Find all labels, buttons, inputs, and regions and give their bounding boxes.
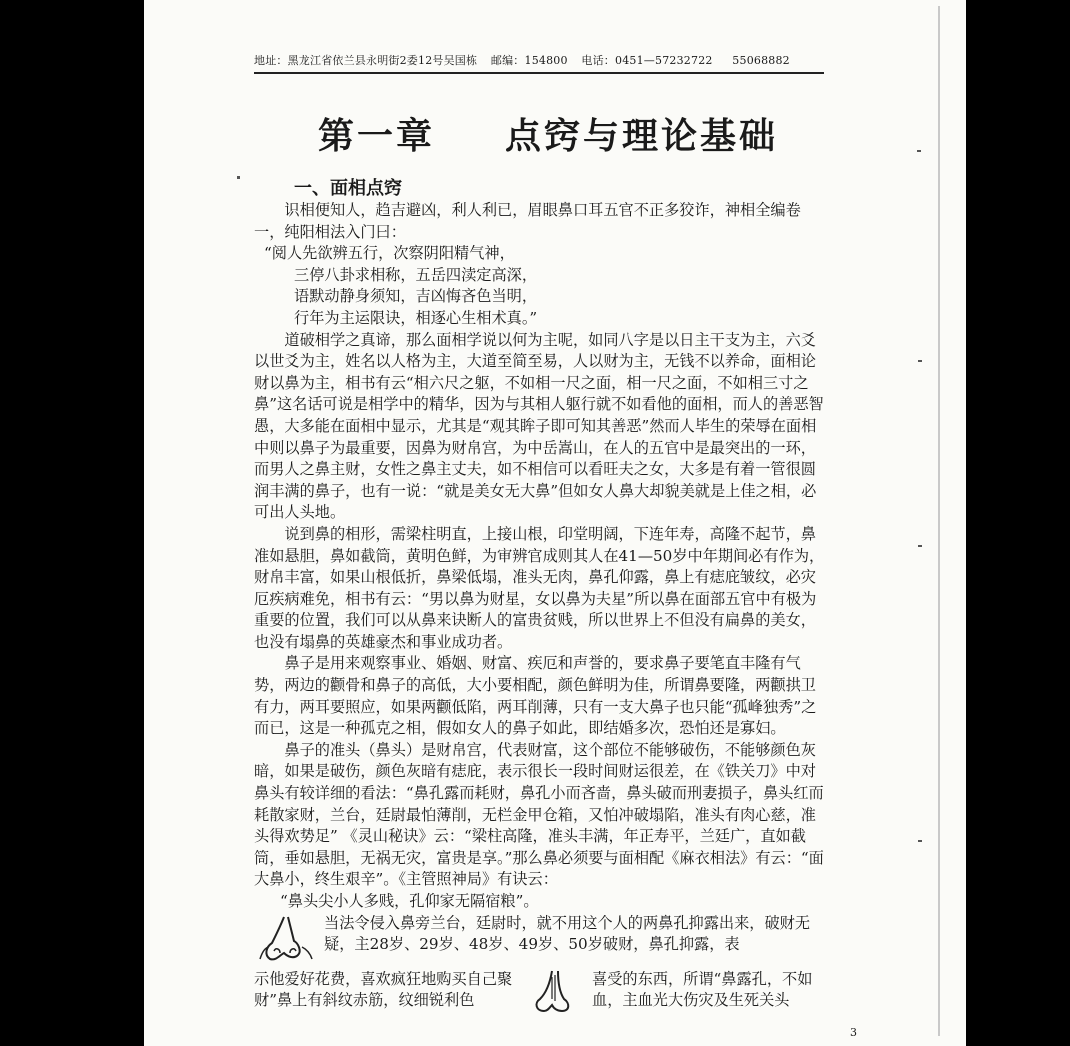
- header-address: 地址：黑龙江省依兰县永明街2委12号吴国栋: [254, 54, 478, 67]
- paragraph: 说到鼻的相形，需梁柱明直，上接山根，印堂明阔，下连年寿，高隆不起节，鼻准如悬胆，鼻如截筒，黄明色鲜，为审辨官成则其人在41—50岁中年期间必有作为，财帛丰富，如果山根低折，鼻梁低塌，准头无肉，鼻孔仰露，鼻上有痣庇皱纹，必灾厄疾病难免，相书有云：“男以鼻为财星，女以鼻为夫星”所以鼻在面部五官中有极为重要的位置，我们可以从鼻来诀断人的富贵贫贱，所以世界上不但没有扁鼻的美女，也没有塌鼻的英雄豪杰和事业成功者。: [254, 524, 825, 651]
- poem-line: “阅人先欲辨五行，次察阴阳精气神，: [264, 244, 515, 263]
- header-phone-2: 55068882: [732, 54, 790, 67]
- poem-line: 语默动静身须知，吉凶悔吝色当明，: [294, 287, 537, 306]
- poem-line: 三停八卦求相称，五岳四渎定高深，: [294, 265, 537, 284]
- nose-drawing-icon: [254, 913, 324, 965]
- bottom-row: [254, 969, 826, 1013]
- paragraph: 鼻子是用来观察事业、婚姻、财富、疾厄和声誉的，要求鼻子要笔直丰隆有气势，两边的颧骨和鼻子的高低，大小要相配，颜色鲜明为佳，所谓鼻要隆，两颧拱卫有力，两耳要照应，如果两颧低陷，两耳削薄，只有一支大鼻子也只能“孤峰独秀”之而已，这是一种孤克之相，假如女人的鼻子如此，即结婚多次，恐怕还是寡妇。: [254, 654, 817, 738]
- page-number: 3: [850, 1026, 857, 1039]
- scan-mark: [918, 545, 922, 547]
- nose-lines-drawing-icon: [522, 969, 592, 1013]
- paragraph: 道破相学之真谛，那么面相学说以何为主呢，如同八字是以日主干支为主，六爻以世爻为主，姓名以人格为主，大道至简至易，人以财为主，无钱不以养命，面相论财以鼻为主，相书有云“相六尺之躯，不如相一尺之面，相一尺之面，不如相三寸之鼻”这名话可说是相学中的精华，因为与其相人躯行就不如看他的面相，而人的善恶智愚，大多能在面相中显示，尤其是“观其眸子即可知其善恶”然而人毕生的荣辱在面相中则以鼻子为最重要，因鼻为财帛宫，为中岳嵩山，在人的五官中是最突出的一环，而男人之鼻主财，女性之鼻主丈夫，如不相信可以看旺夫之女，大多是有着一管很圆润丰满的鼻子，也有一说：“就是美女无大鼻”但如女人鼻大却貌美就是上佳之相，必可出人头地。: [254, 330, 824, 522]
- section-heading: 一、面相点窍: [294, 178, 402, 199]
- paragraph: 当法令侵入鼻旁兰台，廷尉时，就不用这个人的两鼻孔抑露出来，破财无疑，主28岁、29岁、48岁、49岁、50岁破财，鼻孔抑露，表: [324, 913, 810, 954]
- nose-illustration-row: [254, 913, 826, 965]
- scan-mark: [917, 150, 921, 152]
- paragraph-left: 示他爱好花费，喜欢疯狂地购买自己聚财”鼻上有斜纹赤筋，纹细锐利色: [254, 969, 513, 1010]
- address-header: [254, 52, 824, 74]
- document-page: [144, 0, 966, 1046]
- paragraph-right: 喜受的东西，所谓“鼻露孔，不如血，主血光大伤灾及生死关头: [592, 969, 813, 1010]
- paragraph: 鼻子的准头（鼻头）是财帛宫，代表财富，这个部位不能够破伤，不能够颜色灰暗，如果是破伤，颜色灰暗有痣庇，表示很长一段时间财运很差，在《铁关刀》中对鼻头有较详细的看法：“鼻孔露而耗财，鼻孔小而吝啬，鼻头破而刑妻损子，鼻头红而耗散家财，兰台，廷尉最怕薄削，无栏金甲仓箱，又怕冲破塌陷，准头有肉心慈，准头得欢势足” 《灵山秘诀》云：“梁柱高隆，准头丰满，年正寿平，兰廷广，直如截筒，垂如悬胆，无祸无灾，富贵是享。”那么鼻必须要与面相配《麻衣相法》有云：“面大鼻小，终生艰辛”。《主管照神局》有诀云：: [254, 740, 824, 889]
- body-text: [254, 200, 826, 1013]
- scan-mark: [918, 840, 922, 842]
- scan-mark: [918, 360, 922, 362]
- chapter-name: 点窍与理论基础: [505, 115, 779, 157]
- scan-edge-line: [938, 6, 940, 1036]
- paragraph-intro: 识相便知人，趋吉避凶，利人利已，眉眼鼻口耳五官不正多狡诈，神相全编卷一，纯阳相法入门曰：: [254, 201, 801, 241]
- poem-line: 行年为主运限诀，相逐心生相术真。”: [294, 308, 538, 327]
- chapter-title: [318, 108, 778, 159]
- quote-line: “鼻头尖小人多贱，孔仰家无隔宿粮”。: [280, 892, 539, 910]
- header-phone: 电话：0451—57232722: [581, 54, 713, 67]
- scan-mark: [237, 176, 240, 179]
- poem-block: [264, 243, 826, 329]
- chapter-label: 第一章: [318, 115, 436, 157]
- header-postcode: 邮编：154800: [490, 54, 568, 67]
